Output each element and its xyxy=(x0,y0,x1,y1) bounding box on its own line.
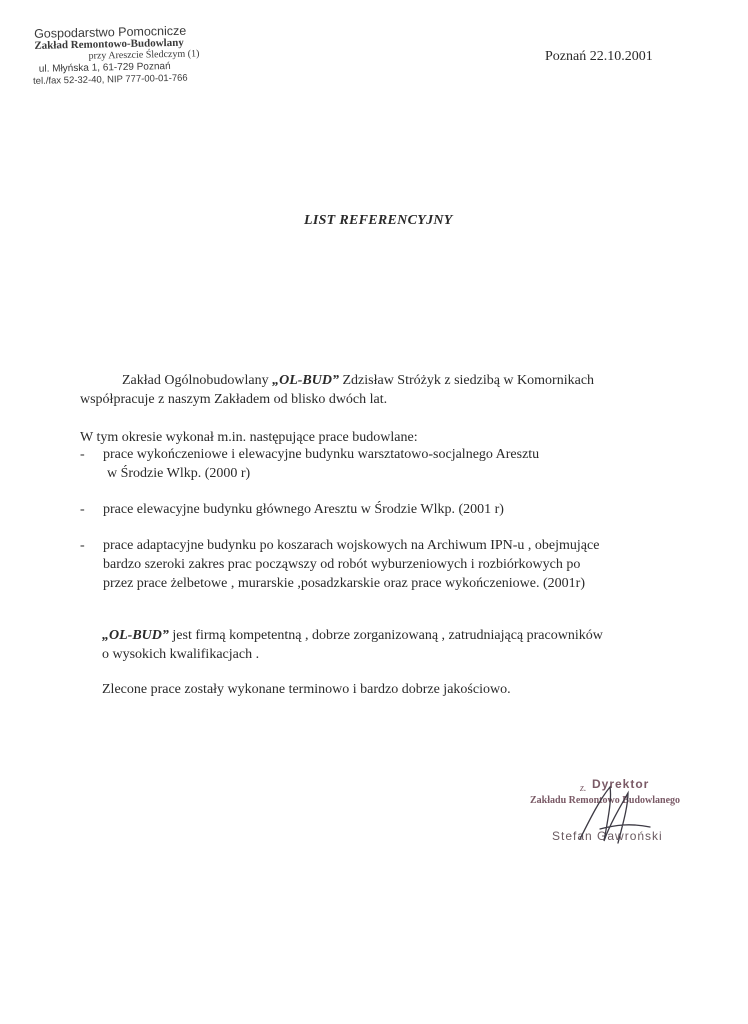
letterhead-line: Zakład Remontowo-Budowlany xyxy=(34,36,184,52)
letterhead-line: tel./fax 52-32-40, NIP 777-00-01-766 xyxy=(33,72,188,87)
list-item-line: bardzo szeroki zakres prac począwszy od robót wyburzeniowych i rozbiórkowych po xyxy=(103,557,581,572)
intro-line xyxy=(80,371,594,390)
signature-name: Stefan Gawroński xyxy=(552,829,663,843)
intro-suffix: Zdzisław Stróżyk z siedzibą w Komornikach xyxy=(338,373,595,388)
list-item-line: prace elewacyjne budynku głównego Aresztu w Środzie Wlkp. (2001 r) xyxy=(103,502,504,517)
firm-name: „OL-BUD” xyxy=(272,373,339,388)
letter-title: LIST REFERENCYJNY xyxy=(304,213,453,228)
letterhead-line: Gospodarstwo Pomocnicze xyxy=(33,23,187,41)
list-dash: - xyxy=(80,502,85,517)
list-dash: - xyxy=(80,538,85,553)
list-item xyxy=(80,536,599,593)
signature-title: Dyrektor xyxy=(592,777,650,791)
intro-prefix: Zakład Ogólnobudowlany xyxy=(122,373,273,388)
signature-prefix: z. xyxy=(580,783,587,794)
list-dash: - xyxy=(80,447,85,462)
assessment-text: jest firmą kompetentną , dobrze zorganizowaną , zatrudniającą pracowników xyxy=(168,628,603,643)
handwritten-signature xyxy=(570,779,660,849)
intro-line: współpracuje z naszym Zakładem od blisko dwóch lat. xyxy=(80,392,388,407)
assessment-line xyxy=(102,626,603,645)
firm-name: „OL-BUD” xyxy=(102,628,169,643)
list-item-line: w Środzie Wlkp. (2000 r) xyxy=(107,466,251,481)
list-item xyxy=(80,445,539,483)
letter-date: Poznań 22.10.2001 xyxy=(545,49,653,64)
list-item-line: przez prace żelbetowe , murarskie ,posadzkarskie oraz prace wykończeniowe. (2001r) xyxy=(103,576,585,591)
list-item-line: prace adaptacyjne budynku po koszarach wojskowych na Archiwum IPN-u , obejmujące xyxy=(103,538,600,553)
closing-paragraph: Zlecone prace zostały wykonane terminowo i bardzo dobrze jakościowo. xyxy=(102,682,511,697)
letterhead-stamp xyxy=(28,24,200,88)
list-item-line: prace wykończeniowe i elewacyjne budynku warsztatowo-socjalnego Aresztu xyxy=(103,447,540,462)
assessment-paragraph xyxy=(102,626,603,664)
signature-org: Zakładu Remontowo Budowlanego xyxy=(530,795,681,806)
assessment-line: o wysokich kwalifikacjach . xyxy=(102,647,260,662)
list-item xyxy=(80,500,504,519)
intro-paragraph xyxy=(80,371,594,409)
works-intro: W tym okresie wykonał m.in. następujące prace budowlane: xyxy=(80,430,418,445)
letterhead-line: przy Areszcie Śledczym (1) xyxy=(88,48,200,62)
signature-stamp xyxy=(530,773,730,863)
letterhead-line: ul. Młyńska 1, 61-729 Poznań xyxy=(38,61,171,75)
